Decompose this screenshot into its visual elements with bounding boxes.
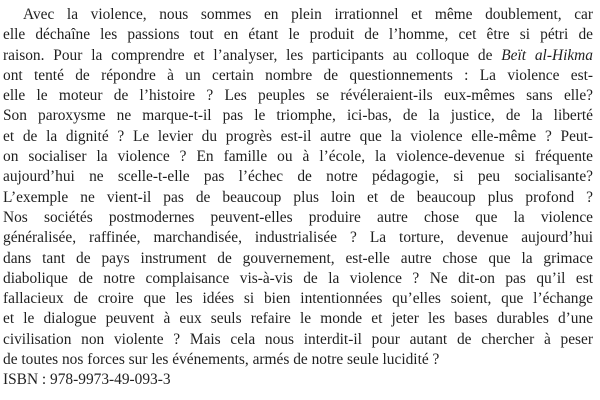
isbn-line: ISBN : 978-9973-49-093-3 [3, 371, 171, 389]
body-paragraph [3, 5, 593, 391]
text-line: Son paroxysme ne marque-t-il pas le triomphe, ici-bas, de la justice, de la liberté [3, 107, 593, 125]
text-line [3, 46, 593, 66]
text-line: dans tant de pays instrument de gouvernement, est-elle autre chose que la grimace [3, 249, 593, 267]
text-line: et le dialogue peuvent à eux seuls refaire le monde et jeter les bases durables d’une [3, 310, 593, 328]
text-line: L’exemple ne vient-il pas de beaucoup plus loin et de beaucoup plus profond ? [3, 188, 593, 206]
text-line: civilisation non violente ? Mais cela nous interdit-il pour autant de chercher à peser [3, 330, 593, 348]
text-line: fallacieux de croire que les idées si bien intentionnées qu’elles soient, que l’échange [3, 290, 593, 308]
text-line: on socialiser la violence ? En famille ou à l’école, la violence-devenue si fréquente [3, 148, 593, 166]
text-line: elle le moteur de l’histoire ? Les peuples se révéleraient-ils eux-mêmes sans elle? [3, 87, 593, 105]
text-line: et de la dignité ? Le levier du progrès est-il autre que la violence elle-même ? Peut- [3, 127, 593, 145]
text-line: Avec la violence, nous sommes en plein irrationnel et même doublement, car [23, 6, 593, 23]
text-line: diabolique de notre complaisance vis-à-vis de la violence ? Ne dit-on pas qu’il est [3, 269, 593, 287]
text-line: elle déchaîne les passions tout en étant le produit de l’homme, cet être si pétri de [3, 26, 593, 44]
text-line: de toutes nos forces sur les événements, armés de notre seule lucidité ? [3, 351, 440, 369]
text-line: généralisée, raffinée, marchandisée, industrialisée ? La torture, devenue aujourd’hui [3, 229, 593, 247]
text-line: ont tenté de répondre à un certain nombre de questionnements : La violence est- [3, 66, 593, 84]
colloquium-name: Beït al-Hikma [501, 46, 593, 64]
text-line: Nos sociétés postmodernes peuvent-elles produire autre chose que la violence [3, 208, 593, 226]
text-line: aujourd’hui ne scelle-t-elle pas l’échec de notre pédagogie, si peu socialisante? [3, 168, 593, 186]
text-line-part: raison. Pour la comprendre et l’analyser, les participants au colloque de [3, 46, 502, 64]
